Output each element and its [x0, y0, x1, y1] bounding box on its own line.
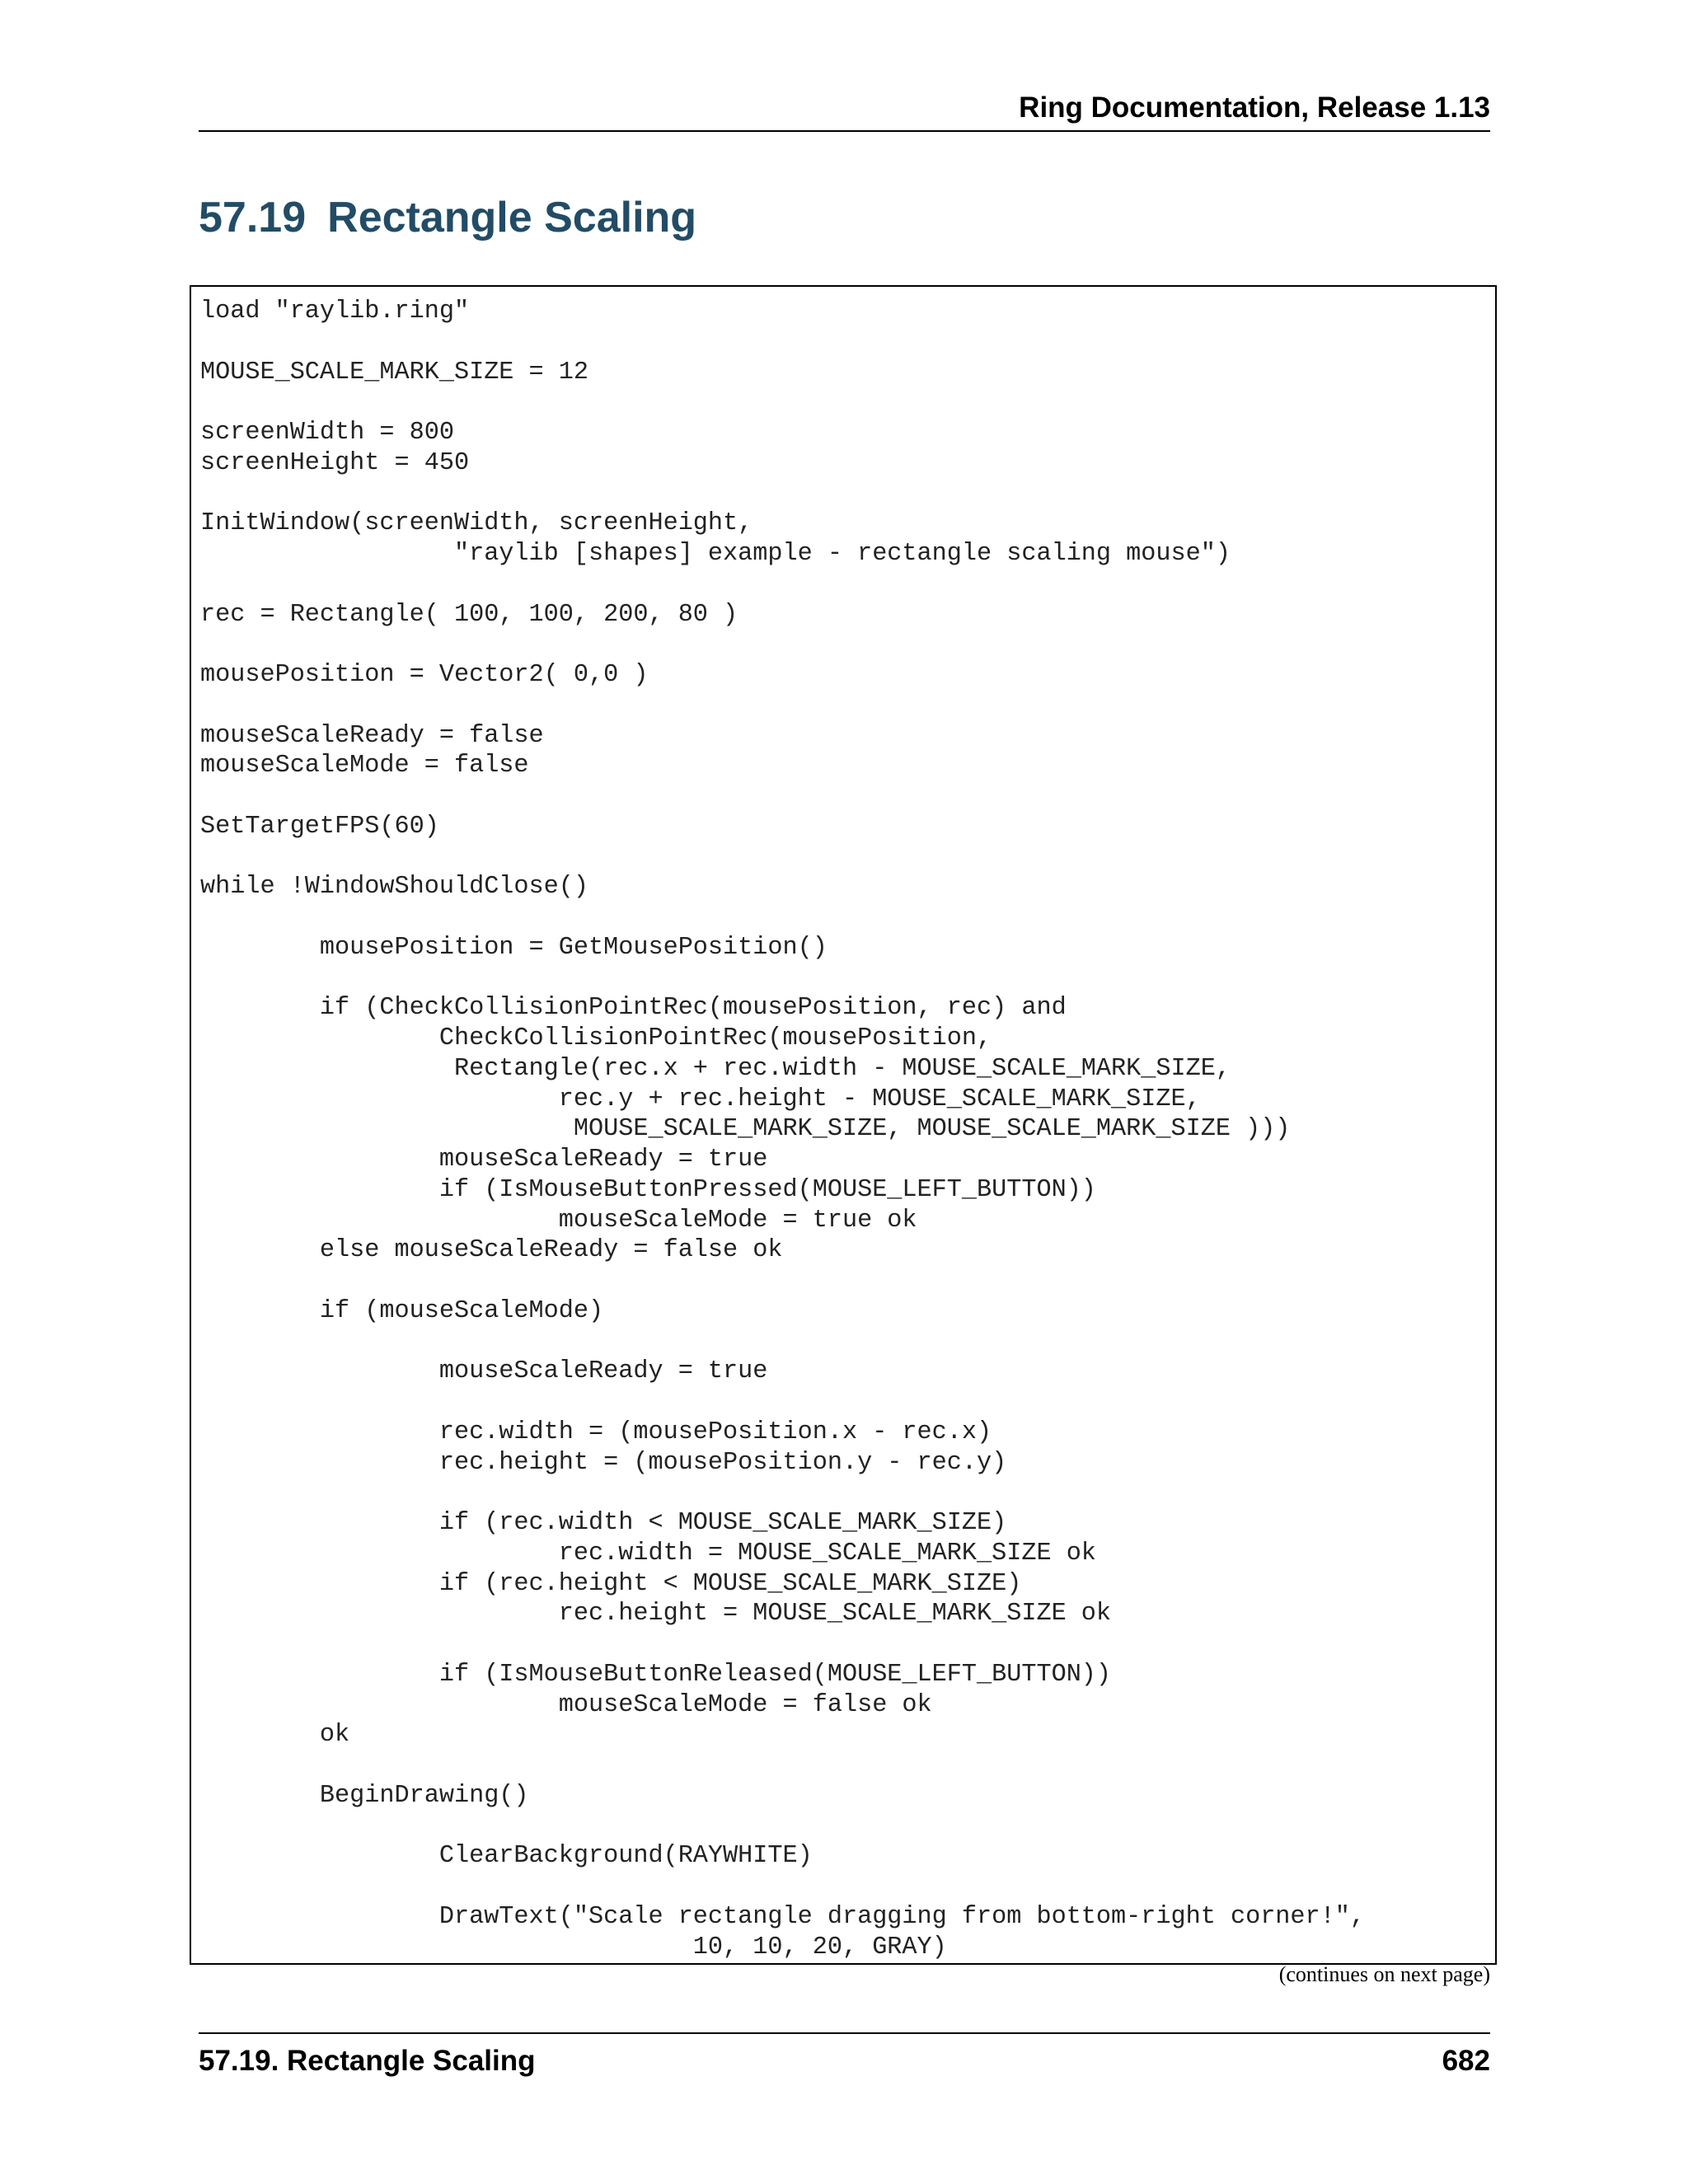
code-line: ClearBackground(RAYWHITE) [200, 1842, 813, 1871]
code-line: rec.y + rec.height - MOUSE_SCALE_MARK_SIZE, [200, 1085, 1201, 1113]
code-line: load "raylib.ring" [200, 298, 470, 326]
code-line [200, 1629, 1365, 1660]
footer-section-label: 57.19. Rectangle Scaling [199, 2045, 536, 2077]
page-number: 682 [1442, 2045, 1490, 2077]
code-line: 10, 10, 20, GRAY) [200, 1933, 947, 1961]
code-line: mouseScaleReady = true [200, 1146, 768, 1174]
code-line [200, 1872, 1365, 1902]
code-line: mouseScaleMode = false [200, 752, 529, 780]
code-line: mouseScaleReady = false [200, 721, 544, 750]
code-line: if (rec.height < MOUSE_SCALE_MARK_SIZE) [200, 1569, 1022, 1598]
code-line [200, 963, 1365, 994]
code-line [200, 781, 1365, 812]
code-line [200, 387, 1365, 418]
section-title: Rectangle Scaling [327, 194, 697, 241]
code-line: mousePosition = GetMousePosition() [200, 933, 828, 962]
code-line: else mouseScaleReady = false ok [200, 1236, 783, 1265]
code-listing [200, 297, 1365, 1962]
code-line: InitWindow(screenWidth, screenHeight, [200, 509, 753, 538]
section-heading [199, 191, 696, 244]
document-title: Ring Documentation, Release 1.13 [1019, 91, 1490, 124]
code-line: CheckCollisionPointRec(mousePosition, [200, 1024, 992, 1052]
code-line: SetTargetFPS(60) [200, 812, 439, 841]
code-line [200, 842, 1365, 873]
code-line [200, 327, 1365, 358]
code-line: mouseScaleMode = true ok [200, 1206, 917, 1235]
code-line [200, 691, 1365, 721]
code-line: if (mouseScaleMode) [200, 1296, 604, 1325]
code-line: screenHeight = 450 [200, 448, 470, 477]
code-line: if (IsMouseButtonPressed(MOUSE_LEFT_BUTTON)) [200, 1175, 1096, 1204]
code-line [200, 1266, 1365, 1296]
code-line: rec.width = MOUSE_SCALE_MARK_SIZE ok [200, 1539, 1096, 1568]
code-line [200, 1811, 1365, 1842]
code-line: rec.height = MOUSE_SCALE_MARK_SIZE ok [200, 1600, 1112, 1629]
code-line [200, 1750, 1365, 1781]
code-line: if (IsMouseButtonReleased(MOUSE_LEFT_BUTTON)) [200, 1660, 1112, 1689]
code-line: rec.width = (mousePosition.x - rec.x) [200, 1418, 992, 1446]
code-line: MOUSE_SCALE_MARK_SIZE, MOUSE_SCALE_MARK_SIZE ))) [200, 1115, 1291, 1144]
code-line: Rectangle(rec.x + rec.width - MOUSE_SCALE_MARK_SIZE, [200, 1054, 1231, 1083]
code-line [200, 1478, 1365, 1508]
code-line [200, 1327, 1365, 1357]
code-line: if (CheckCollisionPointRec(mousePosition, rec) and [200, 994, 1067, 1023]
code-line [200, 902, 1365, 933]
code-line: rec.height = (mousePosition.y - rec.y) [200, 1448, 1007, 1477]
code-line: BeginDrawing() [200, 1781, 529, 1810]
code-line: mouseScaleMode = false ok [200, 1690, 932, 1719]
code-line: while !WindowShouldClose() [200, 873, 589, 902]
page-header [199, 91, 1490, 132]
code-line: ok [200, 1721, 350, 1750]
code-line: "raylib [shapes] example - rectangle scaling mouse") [200, 540, 1231, 568]
code-line: mousePosition = Vector2( 0,0 ) [200, 661, 649, 689]
continues-note: (continues on next page) [1278, 1962, 1490, 1986]
code-line [200, 1387, 1365, 1418]
section-number: 57.19 [199, 194, 307, 241]
code-line [200, 569, 1365, 600]
code-line: DrawText("Scale rectangle dragging from bottom-right corner!", [200, 1902, 1366, 1931]
code-line: screenWidth = 800 [200, 419, 454, 447]
code-line: MOUSE_SCALE_MARK_SIZE = 12 [200, 358, 589, 387]
code-line: mouseScaleReady = true [200, 1357, 768, 1386]
code-block [190, 285, 1497, 1965]
code-line [200, 479, 1365, 509]
code-line [200, 630, 1365, 660]
code-line: rec = Rectangle( 100, 100, 200, 80 ) [200, 600, 738, 629]
code-line: if (rec.width < MOUSE_SCALE_MARK_SIZE) [200, 1509, 1007, 1537]
page-footer [199, 2032, 1490, 2083]
